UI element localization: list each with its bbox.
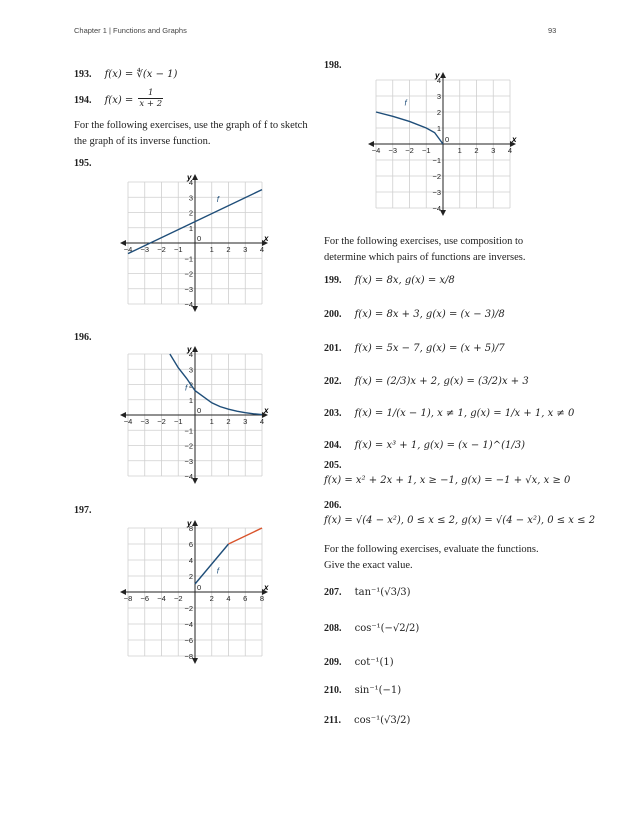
exercise-expression: cos⁻¹(−√2/2) [354,623,420,634]
graph-197 [110,518,270,666]
exercise-number: 204. [324,440,342,451]
y-tick-label: −4 [184,620,193,629]
series-label: f [216,194,220,204]
x-axis-label: x [264,406,269,415]
y-tick-label: −6 [184,636,193,645]
y-tick-label: 1 [436,124,441,133]
exercise-198-number: 198. [324,60,342,71]
exercise-lhs: f(x) = [104,95,134,106]
x-tick-label: 2 [226,245,231,254]
x-tick-label: −3 [140,417,150,426]
instruction-composition: For the following exercises, use composition to determine which pairs of functions are inverses. [324,236,526,263]
x-tick-label: 2 [474,146,479,155]
exercise-expression: f(x) = ∜(x − 1) [104,69,178,80]
exercise-199 [324,268,455,287]
graph-195 [110,172,270,314]
instruction-inverse-graph: For the following exercises, use the graph of f to sketch the graph of its inverse function. [74,120,308,147]
series-label: f [184,383,188,393]
x-tick-label: −6 [140,594,150,603]
y-tick-label: −1 [432,156,441,165]
y-tick-label: 1 [188,395,193,405]
exercise-expression: cos⁻¹(√3/2) [354,715,411,726]
graph-198 [358,70,518,218]
exercise-202 [324,369,529,388]
graph-196 [110,344,270,486]
x-axis-label: x [264,234,269,243]
exercise-number: 194. [74,95,92,106]
y-tick-label: 4 [188,178,193,187]
fraction [138,88,163,109]
exercise-number: 209. [324,657,342,668]
y-tick-label: −4 [184,300,193,309]
x-tick-label: −2 [157,417,166,426]
instruction-evaluate: For the following exercises, evaluate the functions. Give the exact value. [324,544,539,571]
x-axis-label: x [512,135,517,144]
y-tick-label: −4 [184,472,193,481]
exercise-194 [74,88,163,109]
x-tick-label: −2 [157,245,166,254]
exercise-expression: f(x) = 5x − 7, g(x) = (x + 5)/7 [354,343,505,354]
y-tick-label: 1 [188,223,193,233]
series-label: f [216,566,220,576]
x-tick-label: 4 [226,594,231,603]
y-tick-label: 2 [188,572,193,581]
exercise-200 [324,302,505,321]
x-tick-label: 6 [243,594,248,603]
x-tick-label: −4 [371,146,381,155]
y-tick-label: −3 [184,456,193,466]
exercise-203 [324,401,574,420]
page-number: 93 [548,26,557,35]
x-tick-label: 1 [209,417,214,426]
x-tick-label: 1 [457,146,462,155]
x-tick-label: −3 [388,146,398,155]
exercise-expression: f(x) = (2/3)x + 2, g(x) = (3/2)x + 3 [354,376,529,387]
exercise-204 [324,433,525,452]
y-tick-label: 4 [188,556,193,565]
exercise-210 [324,678,401,697]
x-tick-label: −4 [123,245,133,254]
y-tick-label: 2 [436,108,441,117]
exercise-expression: f(x) = x² + 2x + 1, x ≥ −1, g(x) = −1 + √x, x ≥ 0 [324,475,571,486]
x-tick-label: 8 [259,594,265,603]
y-tick-label: 2 [188,380,193,390]
x-tick-label: 4 [259,417,265,426]
exercise-211 [324,708,410,727]
exercise-201 [324,336,505,355]
y-tick-label: −1 [184,426,193,436]
y-axis-label: y [187,345,192,354]
exercise-number: 203. [324,408,342,419]
x-tick-label: −1 [173,245,183,254]
y-tick-label: 4 [188,350,193,359]
x-tick-label: 0 [197,583,202,592]
exercise-193 [74,62,177,81]
y-axis-label: y [187,519,192,528]
exercise-number: 193. [74,69,92,80]
exercise-expression: f(x) = 1/(x − 1), x ≠ 1, g(x) = 1/x + 1, x ≠ 0 [354,408,575,419]
exercise-expression: f(x) = 8x + 3, g(x) = (x − 3)/8 [354,309,505,320]
x-tick-label: 2 [209,594,214,603]
x-tick-label: 3 [491,146,496,155]
x-tick-label: −1 [421,146,431,155]
y-tick-label: 3 [188,365,193,375]
exercise-number: 210. [324,685,342,696]
x-axis-label: x [264,583,269,592]
denominator: x + 2 [139,99,163,109]
exercise-number: 207. [324,587,342,598]
exercise-209 [324,650,394,669]
exercise-expression: f(x) = x³ + 1, g(x) = (x − 1)^(1/3) [354,440,525,451]
x-tick-label: −1 [173,417,183,426]
exercise-number: 208. [324,623,342,634]
exercise-number: 206. [324,500,342,511]
x-tick-label: 0 [197,234,202,243]
chapter-header: Chapter 1 | Functions and Graphs [74,26,187,35]
y-tick-label: −3 [184,284,193,294]
y-tick-label: 8 [188,524,193,533]
exercise-number: 200. [324,309,342,320]
y-tick-label: −2 [184,604,193,613]
exercise-205 [324,460,570,486]
y-tick-label: −1 [184,254,193,264]
y-tick-label: 3 [436,92,441,101]
y-tick-label: −2 [432,172,441,181]
x-tick-label: −8 [123,594,133,603]
y-tick-label: 4 [436,76,441,85]
exercise-expression: cot⁻¹(1) [354,657,394,668]
y-tick-label: −4 [432,204,441,213]
x-tick-label: 4 [507,146,513,155]
x-tick-label: −4 [123,417,133,426]
exercise-number: 202. [324,376,342,387]
exercise-expression: f(x) = 8x, g(x) = x/8 [354,275,455,286]
x-tick-label: 0 [197,406,202,415]
exercise-195-number: 195. [74,158,92,169]
x-tick-label: 3 [243,245,248,254]
exercise-expression: f(x) = √(4 − x²), 0 ≤ x ≤ 2, g(x) = √(4 − x²), 0 ≤ x ≤ 2 [324,515,596,526]
y-axis-label: y [187,173,192,182]
numerator: 1 [138,88,163,99]
exercise-expression: sin⁻¹(−1) [354,685,402,696]
y-tick-label: −8 [184,652,193,661]
x-tick-label: 4 [259,245,265,254]
exercise-number: 205. [324,460,342,471]
exercise-197-number: 197. [74,505,92,516]
exercise-number: 201. [324,343,342,354]
x-tick-label: 1 [209,245,214,254]
x-tick-label: 0 [445,135,450,144]
exercise-207 [324,580,411,599]
y-tick-label: −2 [184,269,193,279]
x-tick-label: −2 [405,146,414,155]
exercise-206 [324,500,595,526]
exercise-208 [324,616,419,635]
exercise-number: 211. [324,715,341,726]
x-tick-label: 2 [226,417,231,426]
x-tick-label: −2 [173,594,183,603]
exercise-196-number: 196. [74,332,92,343]
x-tick-label: −3 [140,245,150,254]
y-tick-label: 3 [188,193,193,203]
exercise-number: 199. [324,275,342,286]
y-axis-label: y [435,71,440,80]
y-tick-label: −2 [184,441,193,451]
exercise-expression: tan⁻¹(√3/3) [354,587,411,598]
series-label: f [404,98,407,108]
x-tick-label: 3 [243,417,248,426]
y-tick-label: 6 [188,540,193,549]
y-tick-label: 2 [188,208,193,218]
x-tick-label: −4 [157,594,166,603]
y-tick-label: −3 [432,188,441,197]
